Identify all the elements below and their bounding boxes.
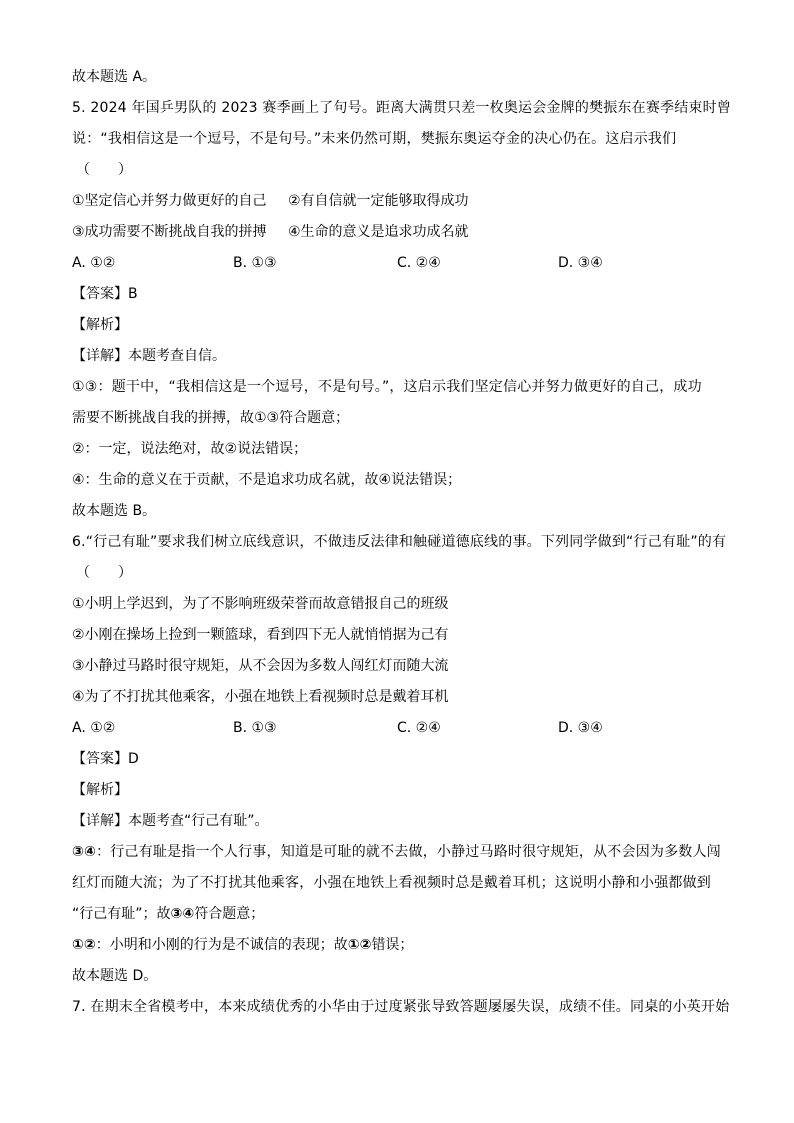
- q6-detail-intro: 本题考查“行己有耻”。: [128, 813, 269, 829]
- q6-explanation-1-line1: [72, 837, 732, 868]
- q6-explanation-2: [72, 930, 732, 961]
- q6-options: [72, 713, 732, 744]
- q5-detail-label: 【详解】: [72, 348, 128, 364]
- q5-explanation-1-line2: 需要不断挑战自我的拼搏，故①③符合题意；: [72, 410, 350, 426]
- q6-option-b: B. ①③: [233, 720, 277, 736]
- q5-statement-2: ②有自信就一定能够取得成功: [288, 193, 469, 209]
- q6-explanation-2-prefix: ①②: [72, 937, 96, 953]
- q5-stem-line1: 5. 2024 年国乒男队的 2023 赛季画上了句号。距离大满贯只差一枚奥运会金牌的樊振东在赛季结束时曾: [72, 100, 732, 116]
- q6-statement-1: ①小明上学迟到，为了不影响班级荣誉而故意错报自己的班级: [72, 596, 449, 612]
- q6-explanation-1-text: ：行己有耻是指一个人行事，知道是可耻的就不去做，小静过马路时很守规矩，从不会因为多数人闯: [96, 844, 721, 860]
- q5-explanation-3: ④：生命的意义在于贡献，不是追求功成名就，故④说法错误；: [72, 472, 462, 488]
- q7-stem-line1: 7. 在期末全省模考中，本来成绩优秀的小华由于过度紧张导致答题屡屡失误，成绩不佳。同桌的小英开始: [72, 999, 730, 1015]
- q5-answer-paren: （ ）: [76, 162, 132, 178]
- q5-conclusion: 故本题选 B。: [72, 503, 157, 519]
- q5-analysis-label: 【解析】: [72, 317, 128, 333]
- q6-statement-2: ②小刚在操场上捡到一颗篮球，看到四下无人就悄悄据为己有: [72, 627, 449, 643]
- q6-explanation-2-a: ：小明和小刚的行为是不诚信的表现；故: [95, 937, 348, 953]
- q6-conclusion: 故本题选 D。: [72, 968, 158, 984]
- q6-statement-4: ④为了不打扰其他乘客，小强在地铁上看视频时总是戴着耳机: [72, 689, 449, 705]
- q5-option-c: C. ②④: [397, 255, 441, 271]
- q5-answer-value: B: [128, 286, 138, 302]
- q6-explanation-1-line2: 红灯而随大流；为了不打扰其他乘客，小强在地铁上看视频时总是戴着耳机；这说明小静和小强都做到: [72, 875, 711, 891]
- q5-statement-row-1: [72, 186, 732, 217]
- q6-explanation-1-line3-bold: ③④: [170, 906, 195, 922]
- q5-options: [72, 248, 732, 279]
- q5-answer-label: 【答案】: [72, 286, 128, 302]
- q6-statement-3: ③小静过马路时很守规矩，从不会因为多数人闯红灯而随大流: [72, 658, 449, 674]
- q6-explanation-1-line3-a: “行己有耻”；故: [72, 906, 171, 922]
- q6-explanation-1-line3-b: 符合题意；: [194, 906, 265, 922]
- q6-explanation-2-b: 错误；: [371, 937, 414, 953]
- q5-answer: [72, 279, 732, 310]
- q6-answer: [72, 744, 732, 775]
- q5-stem-line2: 说：“我相信这是一个逗号，不是句号。”未来仍然可期，樊振东奥运夺金的决心仍在。这启示我们: [72, 131, 677, 147]
- q5-option-d: D. ③④: [558, 255, 603, 271]
- q5-option-b: B. ①③: [233, 255, 277, 271]
- q6-answer-label: 【答案】: [72, 751, 128, 767]
- q5-statement-3: ③成功需要不断挑战自我的拼搏: [72, 224, 267, 240]
- q6-option-a: A. ①②: [72, 720, 116, 736]
- q6-stem-line1: 6.“行己有耻”要求我们树立底线意识，不做违反法律和触碰道德底线的事。下列同学做到“行己有耻”的有: [72, 534, 727, 550]
- q5-statement-row-2: [72, 217, 732, 248]
- q5-explanation-1-line1: ①③：题干中，“我相信这是一个逗号，不是句号。”，这启示我们坚定信心并努力做更好的自己，成功: [72, 379, 702, 395]
- q5-statement-4: ④生命的意义是追求功成名就: [288, 224, 469, 240]
- q5-statement-1: ①坚定信心并努力做更好的自己: [72, 193, 267, 209]
- q6-analysis-label: 【解析】: [72, 782, 128, 798]
- q5-detail: [72, 341, 732, 372]
- q6-option-d: D. ③④: [558, 720, 603, 736]
- q5-explanation-2: ②：一定，说法绝对，故②说法错误；: [72, 441, 308, 457]
- document-page: [72, 62, 732, 1023]
- q5-detail-intro: 本题考查自信。: [128, 348, 226, 364]
- q6-answer-value: D: [128, 751, 139, 767]
- q6-explanation-1-prefix: ③④: [72, 844, 97, 860]
- q6-detail: [72, 806, 732, 837]
- q6-explanation-2-bold: ①②: [347, 937, 372, 953]
- q6-option-c: C. ②④: [397, 720, 441, 736]
- q6-explanation-1-line3: [72, 899, 732, 930]
- q6-detail-label: 【详解】: [72, 813, 128, 829]
- q4-conclusion: 故本题选 A。: [72, 69, 157, 85]
- q6-answer-paren: （ ）: [76, 565, 132, 581]
- q5-option-a: A. ①②: [72, 255, 116, 271]
